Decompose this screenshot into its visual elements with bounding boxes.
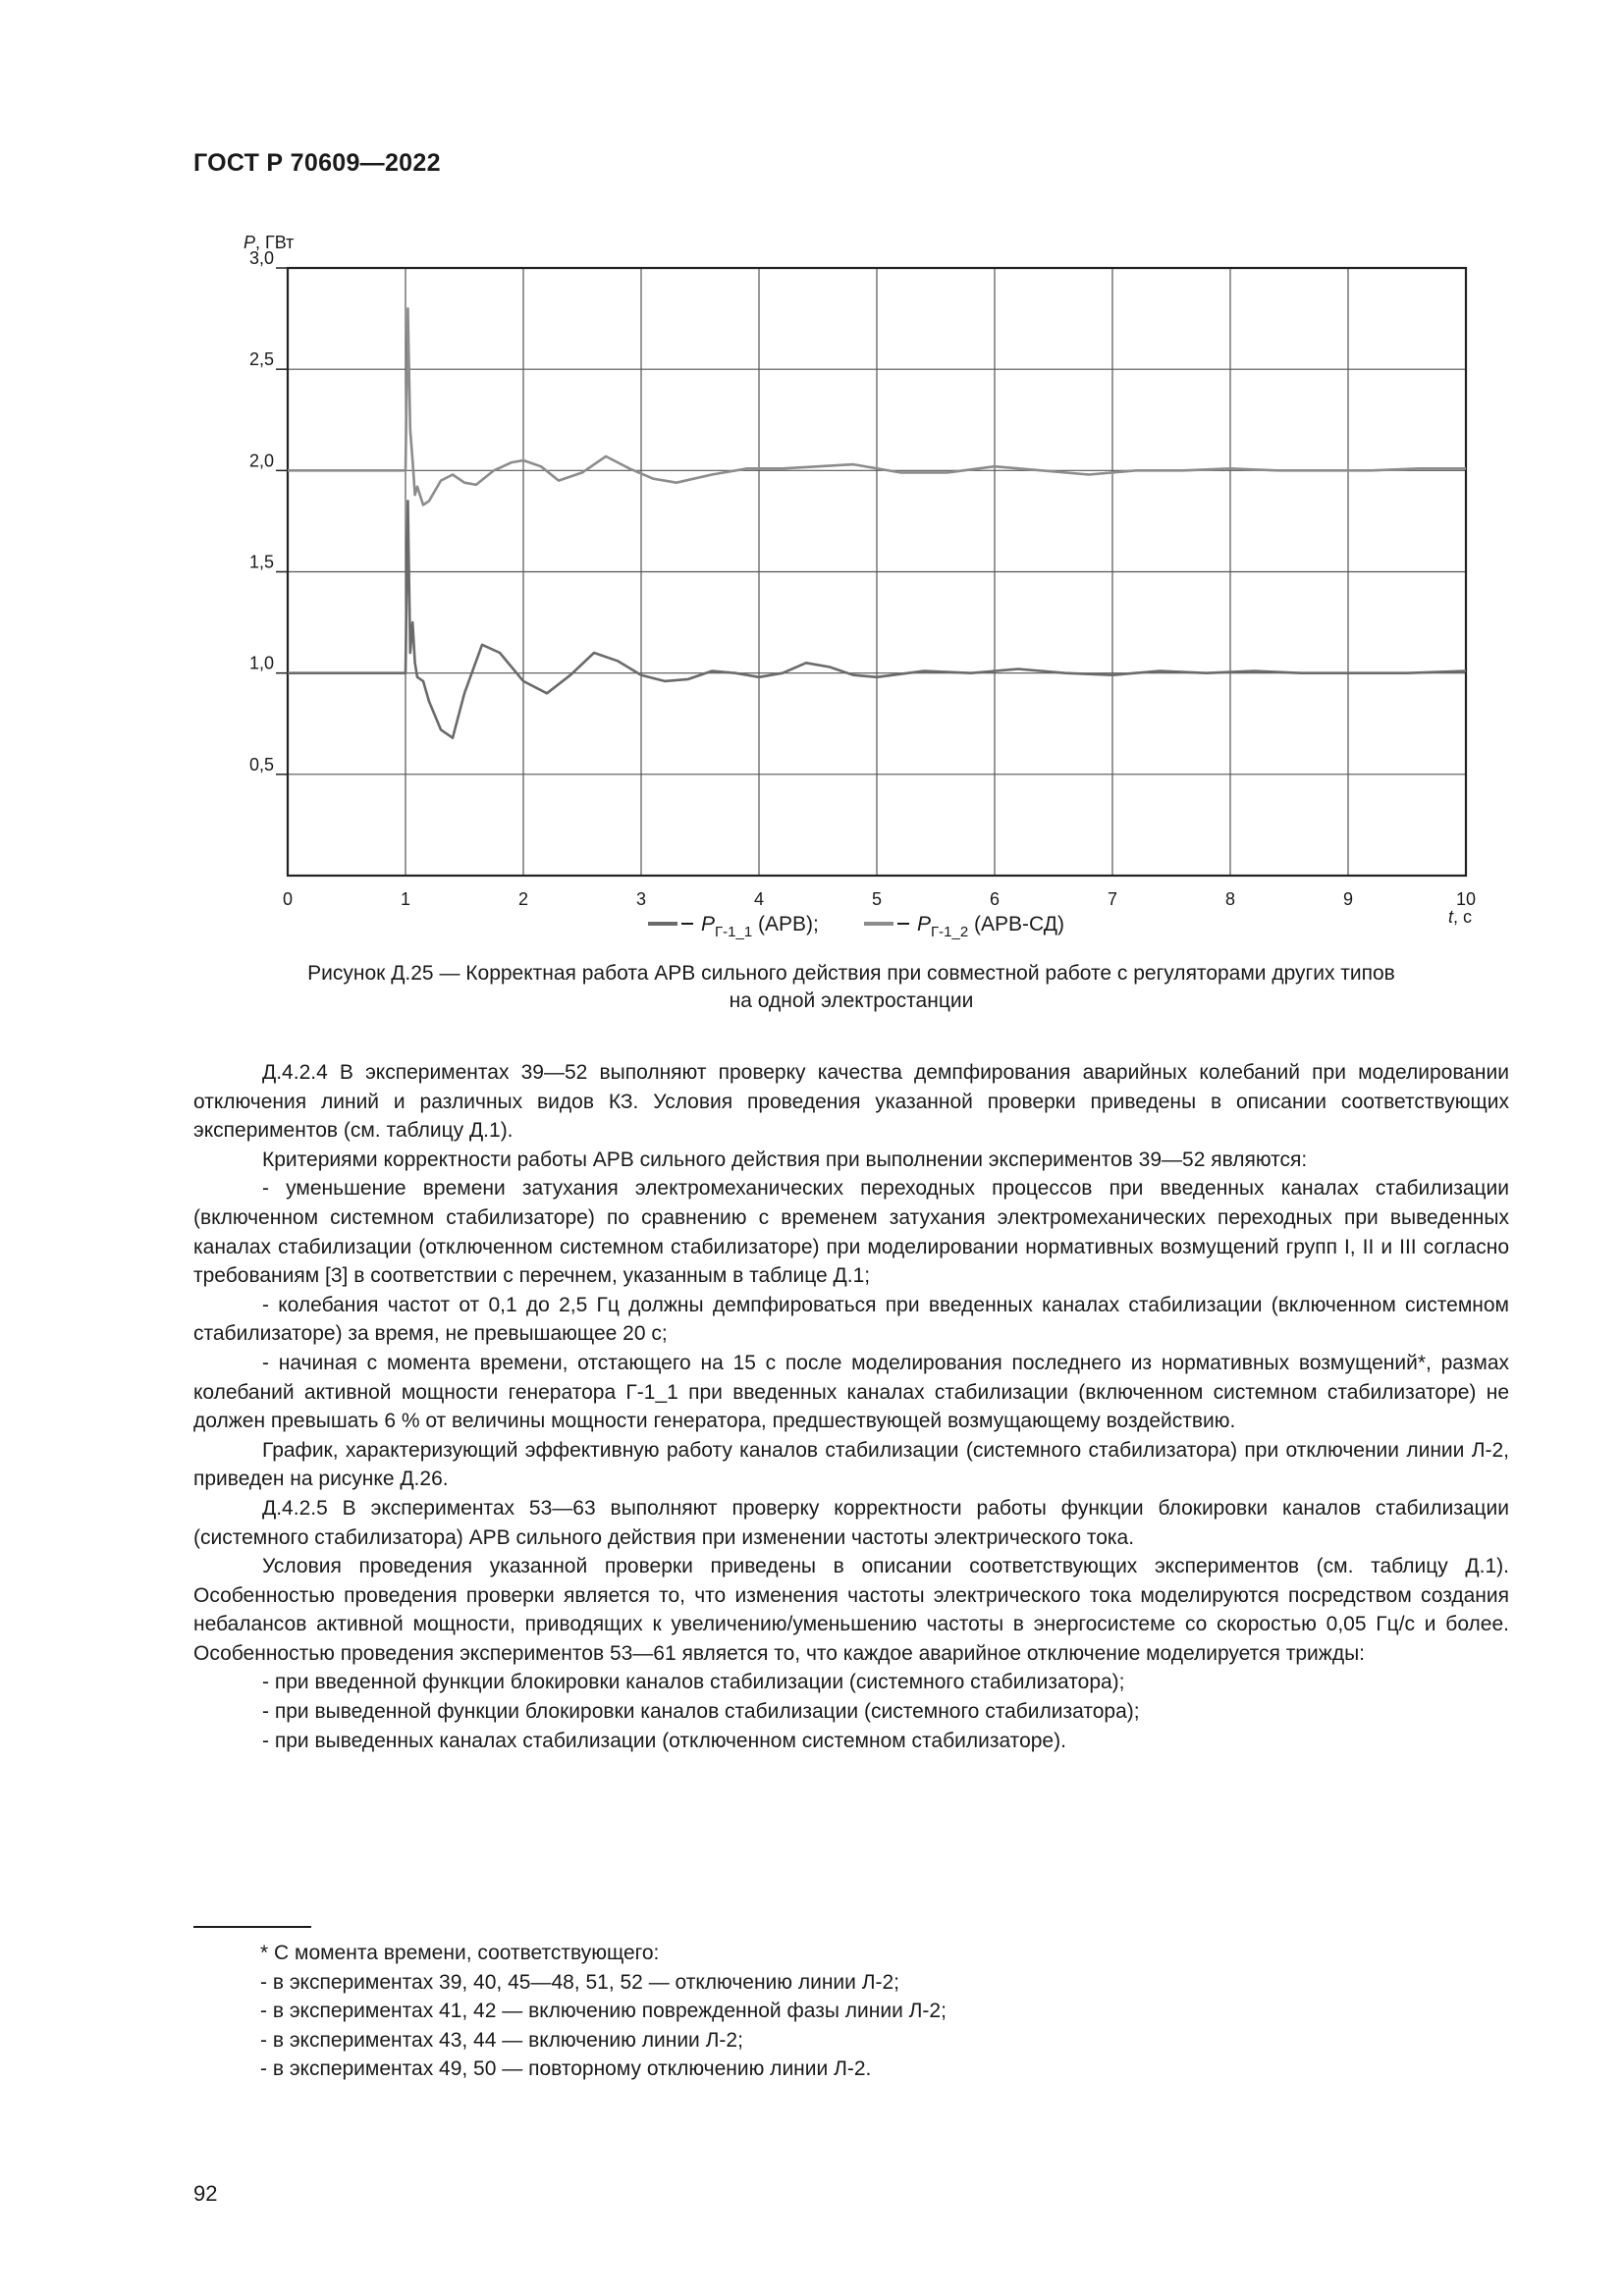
y-tick-label: 1,0: [248, 653, 274, 673]
y-tick-label: 3,0: [248, 248, 274, 268]
x-tick-label: 5: [871, 889, 883, 909]
y-axis-var: P: [244, 233, 256, 252]
footnote-separator: [193, 1926, 311, 1928]
page-number: 92: [193, 2181, 218, 2206]
y-tick-label: 2,5: [248, 349, 274, 370]
paragraph-d425: Д.4.2.5 В экспериментах 53—63 выполняют проверку корректности работы функции блокировки каналов стабилизации (системного стабилизатора) АРВ сильного действия при изменении частоты электрического тока.: [193, 1496, 1509, 1549]
chart-legend: [648, 913, 1064, 940]
list-item-frequency-range: - колебания частот от 0,1 до 2,5 Гц должны демпфироваться при введенных каналах стабилизации (включенном системном стабилизаторе) за время, не превышающее 20 с;: [193, 1293, 1509, 1346]
paragraph-d424: Д.4.2.4 В экспериментах 39—52 выполняют проверку качества демпфирования аварийных колебаний при моделировании отключения линий и различных видов КЗ. Условия проведения указанной проверки приведены в описании соответствующих экспериментов (см. таблицу Д.1).: [193, 1061, 1509, 1143]
document-header: ГОСТ Р 70609—2022: [193, 149, 441, 177]
x-axis-var: t: [1448, 907, 1454, 927]
x-tick-label: 6: [989, 889, 1001, 909]
power-chart: [0, 0, 1624, 962]
chart-ticks: [249, 248, 1476, 909]
caption-line-2: на одной электростанции: [729, 989, 974, 1012]
paragraph-conditions: Условия проведения указанной проверки приведены в описании соответствующих экспериментов (см. таблицу Д.1). Особенностью проведения проверки является то, что изменения частоты электрического тока моделируются посредством создания небалансов активной мощности, приводящих к увеличению/уменьшению частоты в энергосистеме со скоростью 0,05 Гц/с и более. Особенностью проведения экспериментов 53—61 является то, что каждое аварийное отключение моделируется трижды:: [193, 1555, 1509, 1665]
x-tick-label: 8: [1224, 889, 1236, 909]
y-axis-label: [244, 233, 294, 252]
chart-grid: [288, 268, 1466, 876]
paragraph-figure-reference: График, характеризующий эффективную работу каналов стабилизации (системного стабилизатора) при отключении линии Л-2, приведен на рисунке Д.26.: [193, 1438, 1509, 1491]
paragraph-criteria: Критериями корректности работы АРВ сильного действия при выполнении экспериментов 39—52 являются:: [262, 1148, 1308, 1171]
x-axis-label: [1448, 907, 1472, 927]
x-tick-label: 0: [282, 889, 294, 909]
legend-label-series-1: $P_{Г-1\_1}$ (АРВ);: [701, 913, 819, 940]
figure-caption: [193, 960, 1509, 1015]
footnote-item: - в экспериментах 49, 50 — повторному отключению линии Л-2.: [260, 2057, 872, 2081]
footnotes: [260, 1939, 947, 2084]
x-tick-label: 10: [1455, 889, 1477, 909]
y-tick-label: 0,5: [248, 754, 274, 774]
footnote-item: - в экспериментах 39, 40, 45—48, 51, 52 — отключению линии Л-2;: [260, 1970, 900, 1994]
footnote-item: - в экспериментах 41, 42 — включению поврежденной фазы линии Л-2;: [260, 2000, 947, 2023]
x-tick-label: 9: [1342, 889, 1354, 909]
x-tick-label: 2: [517, 889, 529, 909]
legend-label-series-2: $P_{Г-1\_2}$ (АРВ-СД): [917, 913, 1064, 940]
list-item-blocking-off: - при выведенной функции блокировки каналов стабилизации (системного стабилизатора);: [262, 1700, 1140, 1724]
footnote-item: - в экспериментах 43, 44 — включению линии Л-2;: [260, 2028, 743, 2052]
x-axis-unit: , с: [1453, 907, 1473, 927]
list-item-stabilizer-off: - при выведенных каналах стабилизации (отключенном системном стабилизаторе).: [262, 1729, 1066, 1752]
x-tick-label: 7: [1107, 889, 1118, 909]
x-tick-label: 1: [400, 889, 411, 909]
x-tick-label: 3: [635, 889, 647, 909]
y-tick-label: 2,0: [248, 451, 274, 471]
list-item-oscillation-amplitude: - начиная с момента времени, отстающего на 15 с после моделирования последнего из нормативных возмущений*, размах колебаний активной мощности генератора Г-1_1 при введенных каналах стабилизации (включенном системном стабилизаторе) не должен превышать 6 % от величины мощности генератора, предшествующей возмущающему воздействию.: [193, 1351, 1509, 1433]
list-item-damping-time: - уменьшение времени затухания электромеханических переходных процессов при введенных каналах стабилизации (включенном системном стабилизаторе) по сравнению с временем затухания электромеханических переходных при выведенных каналах стабилизации (отключенном системном стабилизаторе) при моделировании нормативных возмущений групп I, II и III согласно требованиям [3] в соответствии с перечнем, указанным в таблице Д.1;: [193, 1177, 1509, 1288]
y-tick-label: 1,5: [248, 552, 274, 572]
x-tick-label: 4: [753, 889, 765, 909]
y-axis-unit: , ГВт: [255, 233, 295, 252]
list-item-blocking-on: - при введенной функции блокировки каналов стабилизации (системного стабилизатора);: [262, 1671, 1125, 1694]
footnote-intro: * С момента времени, соответствующего:: [260, 1942, 660, 1964]
body-text: [193, 1058, 1509, 1755]
caption-line-1: Рисунок Д.25 — Корректная работа АРВ сильного действия при совместной работе с регуляторами других типов: [307, 962, 1395, 985]
